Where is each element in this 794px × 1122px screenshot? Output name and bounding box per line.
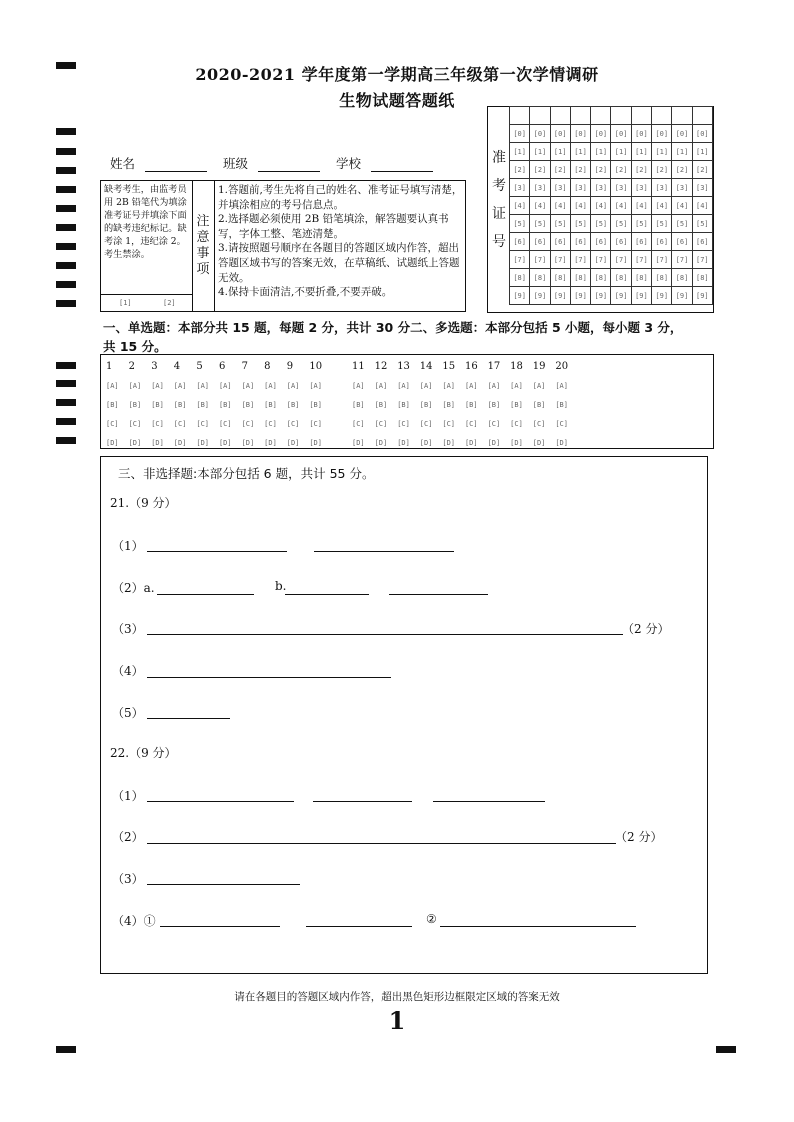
registration-mark — [56, 148, 76, 155]
notice-box — [100, 180, 466, 312]
ticket-digit-bubble[interactable]: [7] — [611, 251, 631, 269]
q22-part2-score: （2 分） — [615, 830, 663, 844]
q22-part3-blank[interactable] — [147, 884, 300, 885]
ticket-digit-bubble[interactable]: [4] — [530, 197, 550, 215]
option-bubble[interactable]: [B] — [286, 400, 300, 409]
option-bubble[interactable]: [D] — [106, 438, 119, 447]
ticket-digit-bubble[interactable]: [2] — [530, 161, 550, 179]
option-bubble[interactable]: [A] — [419, 381, 433, 390]
question-number: 10 — [309, 361, 323, 372]
q21-part1-blank-2[interactable] — [314, 551, 454, 552]
class-label: 班级 — [222, 156, 248, 171]
notice-label-char: 注 — [196, 214, 210, 229]
ticket-write-cell[interactable] — [652, 107, 672, 125]
option-bubble[interactable]: [C] — [510, 419, 523, 428]
question-number: 18 — [510, 361, 523, 372]
ticket-digit-bubble[interactable]: [4] — [692, 197, 712, 215]
option-bubble[interactable]: [C] — [532, 419, 546, 428]
option-bubble[interactable]: [C] — [442, 419, 456, 428]
ticket-digit-bubble[interactable]: [1] — [510, 143, 530, 161]
option-bubble[interactable]: [A] — [487, 381, 501, 390]
absent-text: 缺考考生，由监考员用 2B 铅笔代为填涂准考证号并填涂下面的缺考违纪标记。缺考涂 1，违纪涂 2。考生禁涂。 — [104, 184, 187, 260]
ticket-digit-bubble[interactable]: [0] — [591, 125, 611, 143]
q21-part4-blank[interactable] — [147, 677, 391, 678]
option-bubble[interactable]: [D] — [196, 438, 210, 447]
option-bubble[interactable]: [C] — [173, 419, 187, 428]
option-bubble[interactable]: [B] — [173, 400, 187, 409]
ticket-digit-bubble[interactable]: [2] — [510, 161, 530, 179]
ticket-digit-bubble[interactable]: [4] — [672, 197, 692, 215]
ticket-digit-bubble[interactable]: [6] — [692, 233, 712, 251]
ticket-digit-bubble[interactable]: [6] — [570, 233, 590, 251]
ticket-digit-bubble[interactable]: [2] — [591, 161, 611, 179]
option-bubble[interactable]: [D] — [241, 438, 255, 447]
ticket-digit-bubble[interactable]: [0] — [672, 125, 692, 143]
ticket-digit-bubble[interactable]: [1] — [631, 143, 651, 161]
ticket-digit-bubble[interactable]: [2] — [672, 161, 692, 179]
option-bubble[interactable]: [C] — [419, 419, 433, 428]
ticket-digit-bubble[interactable]: [5] — [692, 215, 712, 233]
q22-heading: 22.（9 分） — [110, 746, 177, 760]
ticket-digit-bubble[interactable]: [4] — [591, 197, 611, 215]
q21-part5-blank[interactable] — [147, 718, 230, 719]
q22-part4-blank-3[interactable] — [440, 926, 636, 927]
q21-heading: 21.（9 分） — [110, 496, 177, 510]
ticket-digit-bubble[interactable]: [6] — [591, 233, 611, 251]
option-bubble[interactable]: [B] — [264, 400, 277, 409]
ticket-write-cell[interactable] — [510, 107, 530, 125]
ticket-digit-bubble[interactable]: [2] — [611, 161, 631, 179]
q21-part2-blank-c[interactable] — [389, 594, 488, 595]
ticket-digit-bubble[interactable]: [4] — [652, 197, 672, 215]
option-bubble[interactable]: [A] — [151, 381, 164, 390]
answer-box — [100, 456, 708, 974]
option-bubble[interactable]: [C] — [241, 419, 255, 428]
question-number: 6 — [218, 361, 226, 372]
ticket-digit-bubble[interactable]: [1] — [611, 143, 631, 161]
q22-part1-blank-1[interactable] — [147, 801, 294, 802]
ticket-digit-bubble[interactable]: [3] — [672, 179, 692, 197]
ticket-label-char: 号 — [492, 234, 506, 250]
ticket-digit-bubble[interactable]: [1] — [672, 143, 692, 161]
ticket-digit-bubble[interactable]: [6] — [631, 233, 651, 251]
ticket-digit-bubble[interactable]: [6] — [530, 233, 550, 251]
ticket-digit-bubble[interactable]: [6] — [550, 233, 570, 251]
option-bubble[interactable]: [C] — [555, 419, 568, 428]
ticket-write-cell[interactable] — [692, 107, 712, 125]
option-bubble[interactable]: [B] — [352, 400, 365, 409]
ticket-label-char: 考 — [492, 178, 506, 194]
registration-mark — [56, 437, 76, 444]
option-bubble[interactable]: [B] — [218, 400, 232, 409]
registration-mark — [56, 243, 76, 250]
student-info-row — [110, 154, 433, 172]
ticket-digit-bubble[interactable]: [9] — [550, 287, 570, 305]
option-bubble[interactable]: [B] — [151, 400, 164, 409]
question-number: 9 — [286, 361, 294, 372]
ticket-write-cell[interactable] — [672, 107, 692, 125]
footer-note: 请在各题目的答题区域内作答，超出黑色矩形边框限定区域的答案无效 — [234, 991, 560, 1003]
ticket-digit-bubble[interactable]: [8] — [510, 269, 530, 287]
ticket-digit-bubble[interactable]: [9] — [692, 287, 712, 305]
registration-mark — [56, 128, 76, 135]
ticket-digit-bubble[interactable]: [0] — [692, 125, 712, 143]
ticket-digit-bubble[interactable]: [0] — [611, 125, 631, 143]
page-subtitle: 生物试题答题纸 — [339, 91, 455, 110]
option-bubble[interactable]: [D] — [487, 438, 501, 447]
option-bubble[interactable]: [D] — [532, 438, 546, 447]
notice-item: 4.保持卡面清洁,不要折叠,不要弄破。 — [218, 286, 393, 299]
ticket-digit-bubble[interactable]: [7] — [672, 251, 692, 269]
option-bubble[interactable]: [D] — [442, 438, 456, 447]
question-number: 19 — [532, 361, 546, 372]
question-number: 14 — [419, 361, 433, 372]
option-bubble[interactable]: [B] — [510, 400, 523, 409]
registration-mark — [56, 300, 76, 307]
option-bubble[interactable]: [B] — [487, 400, 501, 409]
option-bubble[interactable]: [D] — [397, 438, 410, 447]
option-bubble[interactable]: [D] — [464, 438, 478, 447]
option-bubble[interactable]: [A] — [510, 381, 523, 390]
absent-panel — [101, 181, 193, 311]
ticket-digit-bubble[interactable]: [3] — [591, 179, 611, 197]
registration-mark — [56, 262, 76, 269]
q21-part5-label: （5） — [112, 706, 144, 720]
option-bubble[interactable]: [D] — [510, 438, 523, 447]
name-label: 姓名 — [110, 156, 136, 171]
notice-label — [192, 181, 215, 311]
page-title: 2020-2021 学年度第一学期高三年级第一次学情调研 — [195, 65, 599, 84]
ticket-digit-bubble[interactable]: [6] — [611, 233, 631, 251]
ticket-digit-bubble[interactable]: [4] — [570, 197, 590, 215]
ticket-digit-bubble[interactable]: [0] — [550, 125, 570, 143]
ticket-digit-bubble[interactable]: [3] — [530, 179, 550, 197]
ticket-digit-bubble[interactable]: [3] — [510, 179, 530, 197]
option-bubble[interactable]: [A] — [264, 381, 277, 390]
ticket-write-cell[interactable] — [611, 107, 631, 125]
option-bubble[interactable]: [B] — [442, 400, 456, 409]
option-bubble[interactable]: [C] — [487, 419, 501, 428]
question-number: 12 — [374, 361, 388, 372]
registration-mark — [56, 281, 76, 288]
option-bubble[interactable]: [D] — [309, 438, 322, 447]
option-bubble[interactable]: [A] — [532, 381, 546, 390]
notice-item: 3.请按照题号顺序在各题目的答题区域内作答，超出答题区域书写的答案无效，在草稿纸、试题纸上答题无效。 — [218, 242, 460, 284]
option-bubble[interactable]: [B] — [532, 400, 546, 409]
q21-part2-label: （2）a. — [112, 581, 155, 595]
registration-mark — [56, 418, 76, 425]
ticket-digit-bubble[interactable]: [7] — [570, 251, 590, 269]
option-bubble[interactable]: [C] — [264, 419, 277, 428]
ticket-digit-bubble[interactable]: [7] — [631, 251, 651, 269]
option-bubble[interactable]: [D] — [264, 438, 277, 447]
notice-item: 2.选择题必须使用 2B 铅笔填涂，解答题要认真书写，字体工整、笔迹清楚。 — [218, 213, 449, 240]
ticket-digit-bubble[interactable]: [8] — [692, 269, 712, 287]
q21-part3-blank[interactable] — [147, 634, 623, 635]
q21-part2-blank-a[interactable] — [157, 594, 254, 595]
registration-mark — [56, 362, 76, 369]
q21-part3-score: （2 分） — [622, 622, 670, 636]
ticket-digit-bubble[interactable]: [0] — [631, 125, 651, 143]
ticket-digit-bubble[interactable]: [1] — [692, 143, 712, 161]
section1-heading — [103, 318, 723, 356]
registration-mark — [716, 1046, 736, 1053]
class-field[interactable] — [258, 171, 320, 172]
page-number: 1 — [388, 1006, 406, 1035]
option-bubble[interactable]: [B] — [309, 400, 322, 409]
ticket-digit-bubble[interactable]: [7] — [510, 251, 530, 269]
option-bubble[interactable]: [C] — [218, 419, 232, 428]
option-bubble[interactable]: [C] — [196, 419, 210, 428]
ticket-digit-bubble[interactable]: [4] — [611, 197, 631, 215]
registration-mark — [56, 380, 76, 387]
option-bubble[interactable]: [A] — [241, 381, 255, 390]
ticket-digit-bubble[interactable]: [0] — [570, 125, 590, 143]
option-bubble[interactable]: [C] — [309, 419, 322, 428]
ticket-digit-bubble[interactable]: [8] — [652, 269, 672, 287]
option-bubble[interactable]: [A] — [218, 381, 232, 390]
question-number: 4 — [173, 361, 181, 372]
ticket-digit-bubble[interactable]: [3] — [570, 179, 590, 197]
option-bubble[interactable]: [D] — [352, 438, 365, 447]
ticket-write-cell[interactable] — [550, 107, 570, 125]
option-bubble[interactable]: [C] — [352, 419, 365, 428]
option-bubble[interactable]: [A] — [173, 381, 187, 390]
ticket-digit-bubble[interactable]: [2] — [692, 161, 712, 179]
school-field[interactable] — [371, 171, 433, 172]
option-bubble[interactable]: [A] — [196, 381, 210, 390]
question-number: 16 — [464, 361, 478, 372]
q22-part1-label: （1） — [112, 789, 144, 803]
ticket-digit-bubble[interactable]: [7] — [591, 251, 611, 269]
ticket-digit-bubble[interactable]: [5] — [570, 215, 590, 233]
option-bubble[interactable]: [D] — [419, 438, 433, 447]
q22-part4-label: （4）① — [112, 914, 156, 928]
absent-bubbles — [101, 294, 192, 312]
ticket-digit-bubble[interactable]: [3] — [611, 179, 631, 197]
option-bubble[interactable]: [B] — [106, 400, 119, 409]
absent-bubble-1[interactable]: [1] — [119, 299, 132, 307]
notice-label-char: 事 — [196, 246, 210, 261]
ticket-digit-bubble[interactable]: [8] — [550, 269, 570, 287]
ticket-digit-bubble[interactable]: [2] — [570, 161, 590, 179]
q22-part2-blank[interactable] — [147, 843, 616, 844]
ticket-digit-bubble[interactable]: [1] — [570, 143, 590, 161]
q22-part1-blank-2[interactable] — [313, 801, 412, 802]
question-number: 8 — [264, 361, 271, 372]
option-bubble[interactable]: [A] — [397, 381, 410, 390]
ticket-digit-bubble[interactable]: [6] — [672, 233, 692, 251]
ticket-digit-bubble[interactable]: [3] — [692, 179, 712, 197]
option-bubble[interactable]: [D] — [555, 438, 568, 447]
section1-line: 共 15 分。 — [103, 339, 167, 354]
option-bubble[interactable]: [D] — [374, 438, 388, 447]
ticket-digit-bubble[interactable]: [6] — [652, 233, 672, 251]
option-bubble[interactable]: [C] — [286, 419, 300, 428]
ticket-digit-bubble[interactable]: [3] — [631, 179, 651, 197]
ticket-digit-bubble[interactable]: [2] — [631, 161, 651, 179]
q21-part3-label: （3） — [112, 622, 144, 636]
option-bubble[interactable]: [A] — [128, 381, 142, 390]
ticket-digit-bubble[interactable]: [5] — [530, 215, 550, 233]
option-bubble[interactable]: [A] — [555, 381, 568, 390]
ticket-digit-bubble[interactable]: [9] — [611, 287, 631, 305]
ticket-digit-bubble[interactable]: [9] — [652, 287, 672, 305]
ticket-digit-bubble[interactable]: [7] — [692, 251, 712, 269]
q21-part1-label: （1） — [112, 539, 144, 553]
q21-part4-label: （4） — [112, 664, 144, 678]
question-number: 1 — [106, 361, 113, 372]
option-bubble[interactable]: [B] — [397, 400, 410, 409]
ticket-write-cell[interactable] — [530, 107, 550, 125]
question-number: 15 — [442, 361, 456, 372]
ticket-digit-bubble[interactable]: [5] — [591, 215, 611, 233]
ticket-digit-bubble[interactable]: [8] — [591, 269, 611, 287]
ticket-digit-bubble[interactable]: [8] — [631, 269, 651, 287]
option-bubble[interactable]: [B] — [555, 400, 568, 409]
ticket-digit-bubble[interactable]: [5] — [652, 215, 672, 233]
ticket-digit-bubble[interactable]: [7] — [550, 251, 570, 269]
ticket-digit-bubble[interactable]: [8] — [570, 269, 590, 287]
notice-label-char: 项 — [196, 262, 210, 277]
ticket-digit-bubble[interactable]: [9] — [631, 287, 651, 305]
question-number: 20 — [555, 361, 569, 372]
option-bubble[interactable]: [C] — [151, 419, 164, 428]
q22-part3-label: （3） — [112, 872, 144, 886]
ticket-label — [489, 144, 509, 256]
question-number: 17 — [487, 361, 501, 372]
option-bubble[interactable]: [B] — [196, 400, 210, 409]
option-bubble[interactable]: [C] — [464, 419, 478, 428]
registration-mark — [56, 224, 76, 231]
option-bubble[interactable]: [A] — [442, 381, 456, 390]
option-bubble[interactable]: [D] — [218, 438, 232, 447]
ticket-digit-bubble[interactable]: [8] — [672, 269, 692, 287]
ticket-digit-bubble[interactable]: [5] — [510, 215, 530, 233]
q22-part4-circle2: ② — [426, 912, 437, 926]
ticket-digit-bubble[interactable]: [0] — [510, 125, 530, 143]
q22-part1-blank-3[interactable] — [433, 801, 545, 802]
option-bubble[interactable]: [B] — [464, 400, 478, 409]
registration-mark — [56, 205, 76, 212]
ticket-digit-bubble[interactable]: [2] — [550, 161, 570, 179]
question-number: 7 — [241, 361, 248, 372]
ticket-write-cell[interactable] — [631, 107, 651, 125]
ticket-digit-bubble[interactable]: [9] — [591, 287, 611, 305]
ticket-label-char: 证 — [492, 206, 506, 222]
mcq-group-1 — [106, 357, 332, 452]
option-bubble[interactable]: [B] — [241, 400, 255, 409]
ticket-digit-bubble[interactable]: [8] — [530, 269, 550, 287]
ticket-digit-bubble[interactable]: [4] — [631, 197, 651, 215]
option-bubble[interactable]: [A] — [374, 381, 388, 390]
option-bubble[interactable]: [C] — [128, 419, 142, 428]
registration-mark — [56, 186, 76, 193]
option-bubble[interactable]: [C] — [374, 419, 388, 428]
section1-line: 一、单选题：本部分共 15 题，每题 2 分，共计 30 分二、多选题：本部分包括 5 小题，每小题 3 分， — [103, 320, 683, 335]
notice-items — [218, 183, 464, 300]
option-bubble[interactable]: [D] — [173, 438, 187, 447]
absent-bubble-2[interactable]: [2] — [163, 299, 176, 307]
ticket-digit-bubble[interactable]: [1] — [530, 143, 550, 161]
ticket-digit-bubble[interactable]: [5] — [672, 215, 692, 233]
question-number: 3 — [151, 361, 158, 372]
q22-part4-blank-1[interactable] — [160, 926, 280, 927]
question-number: 5 — [196, 361, 203, 372]
ticket-digit-bubble[interactable]: [4] — [550, 197, 570, 215]
option-bubble[interactable]: [C] — [397, 419, 410, 428]
ticket-digit-bubble[interactable]: [5] — [550, 215, 570, 233]
q22-part2-label: （2） — [112, 830, 144, 844]
option-bubble[interactable]: [D] — [128, 438, 142, 447]
section3-heading: 三、非选择题:本部分包括 6 题，共计 55 分。 — [118, 466, 375, 481]
option-bubble[interactable]: [C] — [106, 419, 119, 428]
q21-part1-blank-1[interactable] — [147, 551, 287, 552]
ticket-digit-bubble[interactable]: [3] — [652, 179, 672, 197]
registration-mark — [56, 1046, 76, 1053]
option-bubble[interactable]: [B] — [374, 400, 388, 409]
ticket-digit-bubble[interactable]: [1] — [652, 143, 672, 161]
mcq-group-2 — [352, 357, 578, 452]
option-bubble[interactable]: [A] — [309, 381, 322, 390]
notice-item: 1.答题前,考生先将自己的姓名、准考证号填写清楚，并填涂相应的考号信息点。 — [218, 184, 463, 211]
ticket-digit-bubble[interactable]: [0] — [652, 125, 672, 143]
question-number: 13 — [397, 361, 410, 372]
ticket-digit-bubble[interactable]: [2] — [652, 161, 672, 179]
notice-label-char: 意 — [196, 230, 210, 245]
ticket-digit-bubble[interactable]: [9] — [510, 287, 530, 305]
ticket-digit-bubble[interactable]: [5] — [611, 215, 631, 233]
q21-part2-b-label: b. — [275, 579, 287, 593]
option-bubble[interactable]: [A] — [106, 381, 119, 390]
ticket-digit-bubble[interactable]: [0] — [530, 125, 550, 143]
option-bubble[interactable]: [B] — [419, 400, 433, 409]
registration-mark — [56, 167, 76, 174]
ticket-digit-bubble[interactable]: [3] — [550, 179, 570, 197]
name-field[interactable] — [145, 171, 207, 172]
ticket-digit-bubble[interactable]: [1] — [591, 143, 611, 161]
option-bubble[interactable]: [B] — [128, 400, 142, 409]
option-bubble[interactable]: [A] — [464, 381, 478, 390]
question-number: 11 — [352, 361, 365, 372]
ticket-label-char: 准 — [492, 150, 506, 166]
q22-part4-blank-2[interactable] — [306, 926, 412, 927]
q21-part2-blank-b[interactable] — [285, 594, 369, 595]
ticket-digit-bubble[interactable]: [8] — [611, 269, 631, 287]
ticket-digit-bubble[interactable]: [6] — [510, 233, 530, 251]
ticket-digit-bubble[interactable]: [9] — [672, 287, 692, 305]
ticket-digit-bubble[interactable]: [4] — [510, 197, 530, 215]
ticket-write-cell[interactable] — [591, 107, 611, 125]
ticket-digit-bubble[interactable]: [7] — [530, 251, 550, 269]
school-label: 学校 — [335, 156, 361, 171]
ticket-digit-bubble[interactable]: [9] — [570, 287, 590, 305]
ticket-grid — [509, 106, 713, 305]
ticket-digit-bubble[interactable]: [1] — [550, 143, 570, 161]
ticket-digit-bubble[interactable]: [7] — [652, 251, 672, 269]
ticket-write-cell[interactable] — [570, 107, 590, 125]
question-number: 2 — [128, 361, 135, 372]
registration-mark — [56, 399, 76, 406]
ticket-digit-bubble[interactable]: [5] — [631, 215, 651, 233]
option-bubble[interactable]: [D] — [151, 438, 164, 447]
option-bubble[interactable]: [A] — [286, 381, 300, 390]
ticket-digit-bubble[interactable]: [9] — [530, 287, 550, 305]
option-bubble[interactable]: [A] — [352, 381, 365, 390]
option-bubble[interactable]: [D] — [286, 438, 300, 447]
